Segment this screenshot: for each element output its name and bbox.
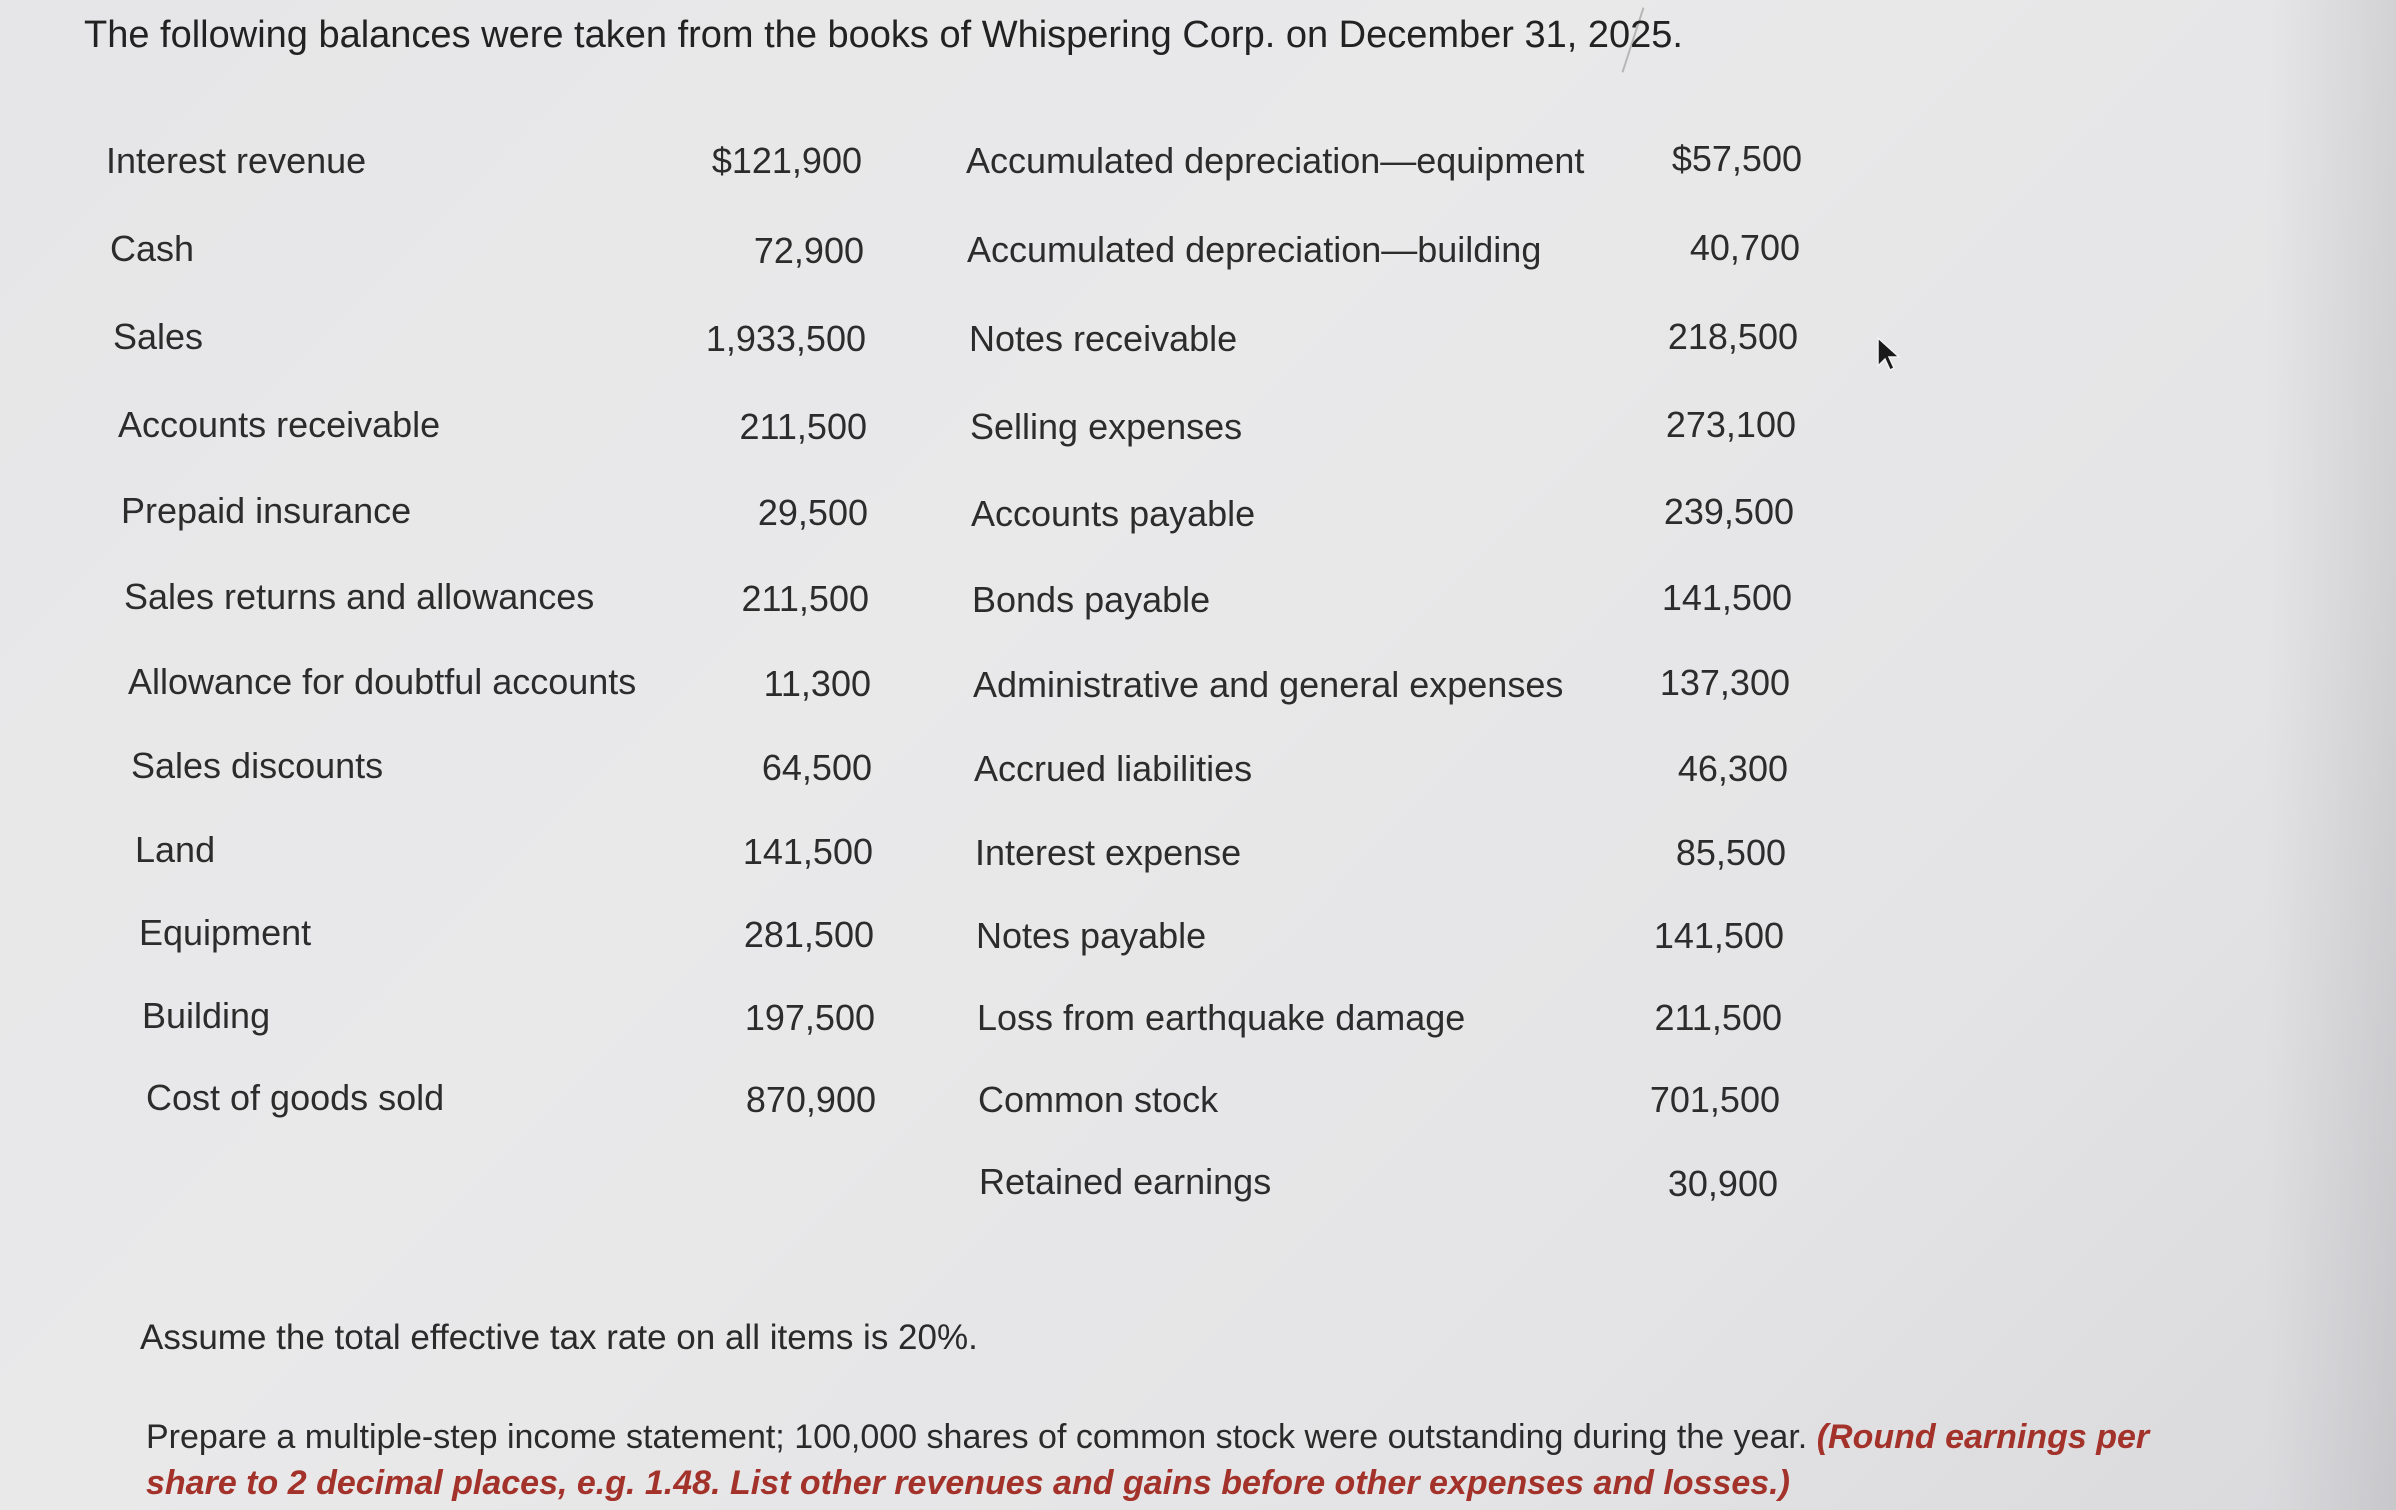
- right-account-name: Accumulated depreciation—building: [967, 229, 1542, 270]
- left-account-amount: 64,500: [761, 747, 872, 788]
- right-account-amount: 30,900: [1667, 1163, 1778, 1204]
- right-account-amount: 141,500: [1653, 915, 1784, 956]
- instructions: [146, 1414, 2166, 1506]
- left-account-name: Sales discounts: [131, 745, 384, 786]
- right-account-name: Notes payable: [976, 915, 1207, 956]
- left-account-amount: 29,500: [757, 492, 868, 533]
- right-account-amount: 85,500: [1675, 832, 1786, 873]
- mouse-cursor-icon: [1876, 336, 1902, 372]
- left-account-name: Cost of goods sold: [146, 1077, 445, 1118]
- right-account-amount: 239,500: [1663, 491, 1794, 532]
- instructions-emphasis: (Round earnings per share to 2 decimal places, e.g. 1.48. List other revenues and gains before other expenses and losses.): [146, 1418, 2150, 1502]
- right-account-name: Bonds payable: [972, 579, 1211, 620]
- left-account-name: Prepaid insurance: [121, 490, 412, 531]
- left-account-name: Allowance for doubtful accounts: [128, 661, 637, 702]
- right-account-name: Interest expense: [975, 832, 1242, 873]
- left-account-amount: 211,500: [741, 578, 869, 619]
- right-account-name: Accrued liabilities: [974, 748, 1253, 789]
- left-account-amount: 141,500: [742, 831, 873, 872]
- right-account-amount: 218,500: [1667, 316, 1798, 357]
- right-account-name: Administrative and general expenses: [973, 664, 1564, 705]
- right-account-amount: 273,100: [1665, 404, 1796, 445]
- left-account-name: Sales: [113, 316, 204, 357]
- right-account-name: Accumulated depreciation—equipment: [966, 140, 1585, 181]
- right-account-name: Selling expenses: [970, 406, 1243, 447]
- tax-rate-note: Assume the total effective tax rate on all items is 20%.: [140, 1318, 978, 1357]
- left-account-name: Building: [142, 995, 271, 1036]
- left-account-amount: 870,900: [745, 1079, 876, 1120]
- left-account-name: Cash: [110, 228, 195, 269]
- left-account-name: Interest revenue: [106, 140, 367, 181]
- right-account-amount: 141,500: [1661, 577, 1792, 618]
- left-account-amount: $121,900: [711, 140, 862, 181]
- right-account-name: Notes receivable: [969, 318, 1238, 359]
- right-account-amount: 211,500: [1654, 997, 1782, 1038]
- right-account-name: Accounts payable: [971, 493, 1256, 534]
- left-account-amount: 281,500: [743, 914, 874, 955]
- right-account-amount: 137,300: [1659, 662, 1790, 703]
- page-title: The following balances were taken from the books of Whispering Corp. on December 31, 2025.: [84, 14, 1683, 56]
- background-shadow: [2266, 0, 2396, 1510]
- left-account-name: Accounts receivable: [118, 404, 441, 445]
- left-account-name: Land: [135, 829, 216, 870]
- left-account-amount: 11,300: [763, 663, 871, 704]
- right-account-amount: 40,700: [1689, 227, 1800, 268]
- left-account-amount: 211,500: [739, 406, 867, 447]
- right-account-name: Common stock: [978, 1079, 1219, 1120]
- left-account-amount: 1,933,500: [705, 318, 866, 359]
- left-account-amount: 197,500: [744, 997, 875, 1038]
- instructions-text: Prepare a multiple-step income statement; 100,000 shares of common stock were outstanding during the year.: [146, 1418, 1808, 1456]
- right-account-amount: 46,300: [1677, 748, 1788, 789]
- right-account-name: Retained earnings: [979, 1161, 1272, 1202]
- right-account-amount: $57,500: [1671, 138, 1802, 179]
- left-account-amount: 72,900: [753, 230, 864, 271]
- right-account-name: Loss from earthquake damage: [977, 997, 1466, 1038]
- right-account-amount: 701,500: [1649, 1079, 1780, 1120]
- left-account-name: Equipment: [139, 912, 312, 953]
- left-account-name: Sales returns and allowances: [124, 576, 595, 617]
